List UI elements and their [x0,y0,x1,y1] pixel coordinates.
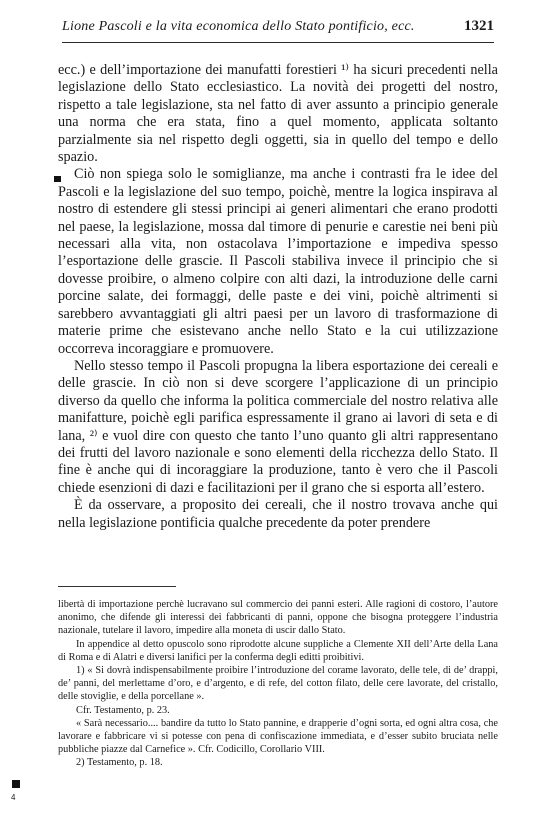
footnotes [58,598,498,770]
footnote: 1) « Si dovrà indispensabilmente proibire l’introduzione del corame lavorato, delle tele, di de’ drappi, de’ panni, del merlettame d’oro, e d’argento, e di refe, del cotton filato, delle cere lavorate, del cristallo, delle stoviglie, e della porcellane ». [58,665,498,703]
footnote: In appendice al detto opuscolo sono riprodotte alcune suppliche a Clemente XII dell’Arte della Lana di Roma e di Alatri e diversi lanifici per la conferma degli editti proibitivi. [58,638,498,663]
paragraph: ecc.) e dell’importazione dei manufatti forestieri ¹⁾ ha sicuri precedenti nella legislazione dello Stato ecclesiastico. La novità dei progetti del nostro, rispetto a tale legislazione, sta nel fatto di aver assunto a principio generale una norma che era stata, fino a quel momento, applicata soltanto parzialmente sia nel rispetto degli oggetti, sia in quello del tempo e dello spazio. [58,62,498,166]
footnote: Cfr. Testamento, p. 23. [76,704,170,716]
header-title: Lione Pascoli e la vita economica dello Stato pontificio, ecc. [62,19,415,34]
footnote-separator [58,586,176,587]
footnote: « Sarà necessario.... bandire da tutto lo Stato pannine, e drapperie d’ogni sorta, ed ogni altra cosa, che lavorare e fabbricare vi si potesse con pena di confiscazione immediata, e d’esser subito bruciata nelle pubbliche piazze dal Carnefice ». Cfr. Codicillo, Corollario VIII. [58,717,498,756]
corner-mark [12,780,20,788]
page-number: 1321 [464,18,494,34]
paragraph: È da osservare, a proposito dei cereali, che il nostro trovava anche qui nella legislazione pontificia qualche precedente da poter prendere [58,497,498,531]
footnote: 2) Testamento, p. 18. [76,757,163,769]
paragraph: Nello stesso tempo il Pascoli propugna la libera esportazione dei cereali e delle grascie. In ciò non si deve scorgere l’applicazione di un principio diverso da quello che informa la politica commerciale del nostro relativa alle manifatture, poichè egli parifica espressamente il grano ai lavori di seta e di lana, ²⁾ e vuol dire con questo che tanto l’uno quanto gli altri rappresentano dei frutti del lavoro nazionale e sono elementi della ricchezza dello Stato. Il fine è anche qui di incoraggiare la produzione, tanto è vero che il Pascoli chiede esenzioni di dazi e facilitazioni per il grano che si esporta all’estero. [58,357,498,496]
body-text [58,62,498,532]
paragraph: Ciò non spiega solo le somiglianze, ma anche i contrasti fra le idee del Pascoli e la legislazione del suo tempo, poichè, mentre la logica inspirava al nostro di estendere gli stessi principi ai generi alimentari che erano prodotti nel paese, la legislazione, mossa dal timore di penurie e carestie nei beni più necessari alla vita, non ostacolava l’importazione e impediva spesso l’esportazione delle grascie. Il Pascoli stabiliva invece il principio che si dovesse proibire, o almeno colpire con alti dazi, la introduzione delle carni porcine salate, dei formaggi, delle paste e dei vini, poichè altrimenti si sarebbero avvantaggiati gli altri paesi per un lavoro di trasformazione di materie prime che esistevano anche nello Stato e la cui utilizzazione occorreva incoraggiare e promuovere. [58,166,498,357]
margin-digit: 4 [11,793,16,802]
running-header [62,18,494,43]
footnote: libertà di importazione perchè lucravano sul commercio dei panni esteri. Alle ragioni di costoro, l’autore anonimo, che difende gli interessi dei fabbricanti di panni, oppone che bisogna proteggere l’industria nazionale, tutelare il lavoro, impedire alla moneta di uscir dallo Stato. [58,599,498,637]
